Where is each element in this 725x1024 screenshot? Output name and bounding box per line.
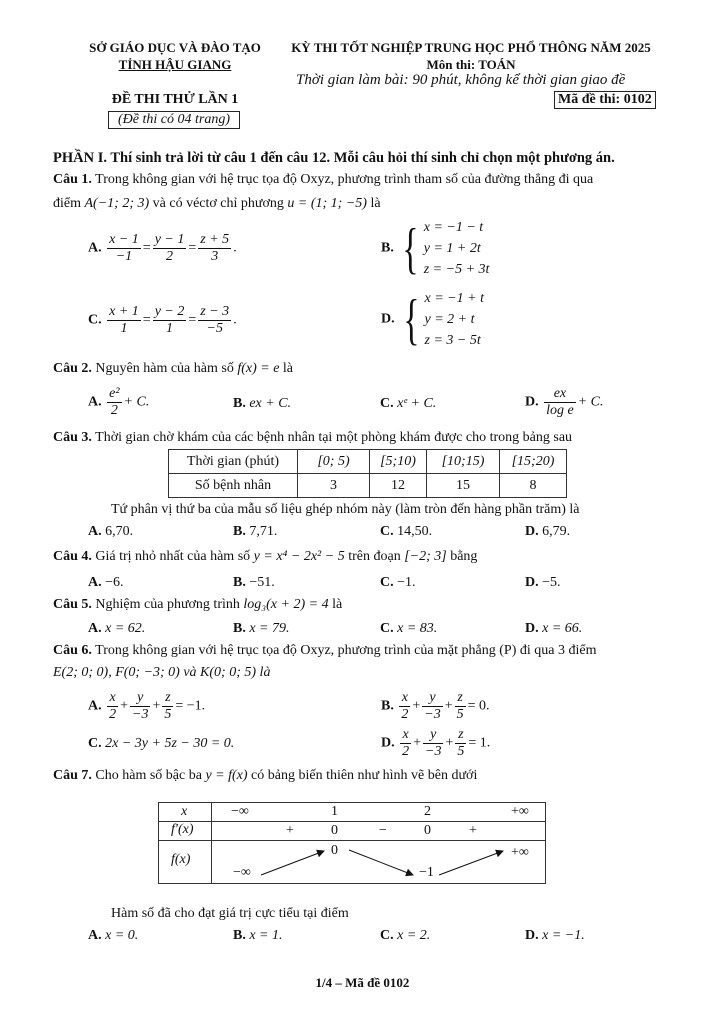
q1-option-c[interactable]: C. $\frac{x + 1}{1}$ = $\frac{y - 2}{1}$ = $\frac{z - 3}{-5}$ . [88,304,237,336]
frac-den: −3 [425,744,442,759]
frac-den: 5 [457,744,465,759]
frac-den: 2 [166,249,174,264]
frac-den: 1 [166,321,174,336]
q5-option-a[interactable] [88,621,145,637]
rhs: = 1. [468,735,491,751]
option-label: B. [381,240,394,256]
page-count: (Đề thi có 04 trang) [108,111,240,129]
trial-label: ĐỀ THI THỬ LẦN 1 [111,92,239,107]
q5-end: là [332,597,343,612]
table-cell: 8 [500,474,567,498]
q1-option-a[interactable]: A. $\frac{x - 1}{-1}$ = $\frac{y - 1}{2}$ = $\frac{z + 5}{3}$ . [88,232,237,264]
option-label: B. [381,698,394,714]
q1-option-d[interactable]: D. { x = −1 + t y = 2 + t z = 3 − 5t [381,288,484,351]
q4-option-c[interactable] [380,575,416,591]
frac-num: y [423,727,443,744]
option-label: C. [380,928,394,943]
q1-text4: là [370,196,381,211]
option-label: A. [88,524,102,539]
arrow-down [349,850,413,875]
q3-option-a[interactable] [88,524,133,540]
q4-func: y = x⁴ − 2x² − 5 [253,549,345,564]
q1-text: Trong không gian với hệ trục tọa độ Oxyz, phương trình tham số của đường thẳng đi qua [95,172,594,187]
option-label: D. [525,575,539,590]
table-cell: [0; 5) [298,450,370,474]
option-value: x = 83. [397,621,438,636]
q2-func: f(x) = e [237,361,280,376]
q2-option-d[interactable] [525,386,604,419]
system-line: z = −5 + 3t [423,262,490,277]
time-limit: Thời gian làm bài: 90 phút, không kể thời gian giao đề [296,72,626,88]
frac-den: 5 [164,707,172,722]
table-cell: Thời gian (phút) [169,450,298,474]
vt-pinf: +∞ [511,804,529,819]
table-row [169,450,567,474]
q6-text2: E(2; 0; 0), F(0; −3; 0) và K(0; 0; 5) là [53,665,271,680]
system-line: z = 3 − 5t [424,333,481,348]
frac-den: −3 [132,707,149,722]
option-label: B. [233,928,246,943]
option-value: x = 2. [397,928,431,943]
frac-num: z [455,727,466,744]
q4-option-d[interactable] [525,575,561,591]
exam-code: Mã đề thi: 0102 [554,91,656,109]
arrow-up [439,851,503,875]
q1-vector: u = (1; 1; −5) [287,196,367,211]
q3-text: Thời gian chờ khám của các bệnh nhân tại một phòng khám được cho trong bảng sau [95,430,573,445]
q6-option-b[interactable]: B. $\frac{x}{2}$ + $\frac{y}{-3}$ + $\frac{z}{5}$ = 0. [381,690,490,722]
q3-option-b[interactable] [233,524,277,540]
q5-option-b[interactable] [233,621,290,637]
system-line: y = 1 + 2t [423,241,481,256]
option-value: x = 0. [105,928,139,943]
option-value: x = 62. [105,621,146,636]
frac-num: x [400,727,411,744]
option-value: −1. [397,575,416,590]
frac-den: 2 [402,744,410,759]
q4-option-b[interactable] [233,575,275,591]
q5-option-c[interactable] [380,621,437,637]
frac-num: x − 1 [109,232,139,247]
option-label: A. [88,575,102,590]
table-row [169,474,567,498]
q7-option-d[interactable] [525,928,585,944]
part-1-heading: PHẦN I. Thí sinh trả lời từ câu 1 đến câu 12. Mỗi câu hỏi thí sinh chỉ chọn một phương án. [53,150,615,166]
option-value: 6,70. [105,524,134,539]
option-label: A. [88,240,102,256]
system-line: y = 2 + t [424,312,475,327]
variation-table [158,802,546,884]
vt-f: f(x) [171,852,191,867]
frac-num: y [422,690,442,707]
tail: + C. [123,394,150,410]
frac-den: 3 [211,249,219,264]
vt-two: 2 [424,804,431,819]
q5-text: Nghiệm của phương trình [95,597,240,612]
tail: + C. [577,394,604,410]
option-value: xᵉ + C. [397,396,437,411]
option-label: B. [233,575,246,590]
q5-option-d[interactable] [525,621,582,637]
q7-option-b[interactable] [233,928,283,944]
option-label: D. [525,928,539,943]
q4-end: bằng [450,549,478,564]
option-value: −5. [542,575,561,590]
rhs: = −1. [175,698,206,714]
frac-den: 1 [120,321,128,336]
option-label: C. [88,312,102,328]
vt-zero1: 0 [331,823,338,838]
frac-den: 2 [401,707,409,722]
q6-label: Câu 6. [53,643,92,658]
q3-question: Tứ phân vị thứ ba của mẫu số liệu ghép nhóm này (làm tròn đến hàng phần trăm) là [111,502,580,517]
department: SỞ GIÁO DỤC VÀ ĐÀO TẠO [89,40,261,55]
frac-den: −1 [115,249,133,264]
q1-option-b[interactable]: B. { x = −1 − t y = 1 + 2t z = −5 + 3t [381,217,490,280]
subject: Môn thi: TOÁN [426,57,516,72]
q6-option-c[interactable] [88,736,234,752]
vt-ninf: −∞ [231,804,249,819]
q6-text: Trong không gian với hệ trục tọa độ Oxyz, phương trình của mặt phẳng (P) đi qua 3 điểm [95,643,597,658]
option-value: 6,79. [542,524,571,539]
option-label: D. [525,394,539,410]
option-label: B. [233,621,246,636]
vt-fninf: −∞ [233,865,251,880]
table-cell: [15;20) [500,450,567,474]
option-label: A. [88,394,102,410]
frac-num: z − 3 [200,304,230,319]
q3-option-c[interactable] [380,524,432,540]
table-cell: 12 [370,474,427,498]
q1-text2: điểm [53,196,81,211]
option-label: D. [525,621,539,636]
option-label: A. [88,621,102,636]
option-value: 2x − 3y + 5z − 30 = 0. [105,736,235,751]
option-label: C. [380,575,394,590]
option-label: C. [380,524,394,539]
frac-num: z [455,690,466,707]
q4-mid: trên đoạn [348,549,401,564]
q5-label: Câu 5. [53,597,92,612]
frac-den: 5 [456,707,464,722]
q2-end: là [282,361,294,376]
frac-den: 2 [109,707,117,722]
vt-plus2: + [469,823,477,838]
table-cell: 15 [427,474,500,498]
system-line: x = −1 − t [423,220,484,235]
q2-option-a[interactable] [88,386,149,419]
option-label: B. [233,396,246,411]
option-value: 7,71. [249,524,278,539]
q6-option-a[interactable]: A. $\frac{x}{2}$ + $\frac{y}{-3}$ + $\frac{z}{5}$ = −1. [88,690,206,722]
q2-text: Nguyên hàm của hàm số [95,361,234,376]
q7-text: Cho hàm số bậc ba [95,768,202,783]
frac-den: −5 [206,321,223,336]
q3-table [168,449,567,498]
option-value: x = −1. [542,928,585,943]
vt-fmax: 0 [331,843,338,858]
vt-minus: − [379,823,387,838]
option-value: −51. [249,575,275,590]
option-label: D. [525,524,539,539]
q4-text: Giá trị nhỏ nhất của hàm số [95,549,251,564]
q1-text3: và có véctơ chỉ phương [152,196,284,211]
q7-label: Câu 7. [53,768,92,783]
q1-label: Câu 1. [53,172,92,187]
frac-num: z + 5 [200,232,230,247]
option-value: x = 1. [249,928,283,943]
table-cell: [10;15) [427,450,500,474]
option-value: 14,50. [397,524,433,539]
q1-point: A(−1; 2; 3) [84,196,150,211]
q6-option-d[interactable]: D. $\frac{x}{2}$ + $\frac{y}{-3}$ + $\frac{z}{5}$ = 1. [381,727,491,759]
frac-num: x + 1 [109,304,139,319]
option-label: B. [233,524,246,539]
q7-option-a[interactable] [88,928,138,944]
variation-arrows [159,803,545,883]
option-label: C. [380,396,394,411]
frac-num: x [399,690,410,707]
q2-option-b[interactable] [233,396,291,412]
vt-fmin: −1 [419,865,434,880]
vt-fpinf: +∞ [511,845,529,860]
option-label: D. [381,311,395,327]
q7-end: có bảng biến thiên như hình vẽ bên dưới [251,768,478,783]
q3-option-d[interactable] [525,524,570,540]
q4-label: Câu 4. [53,549,92,564]
q2-option-c[interactable] [380,396,436,412]
option-label: C. [380,621,394,636]
frac-num: y − 1 [154,232,185,247]
q7-option-c[interactable] [380,928,430,944]
option-label: A. [88,928,102,943]
frac-num: e² [109,386,120,401]
q4-interval: [−2; 3] [404,549,447,564]
option-value: −6. [105,575,124,590]
option-value: x = 79. [249,621,290,636]
q4-option-a[interactable] [88,575,124,591]
page-footer: 1/4 – Mã đề 0102 [315,975,410,990]
frac-den: log e [546,403,574,418]
arrow-up [261,851,324,875]
frac-num: z [162,690,173,707]
q3-label: Câu 3. [53,430,92,445]
exam-title: KỲ THI TỐT NGHIỆP TRUNG HỌC PHỔ THÔNG NĂM 2025 [291,40,651,55]
frac-den: −3 [424,707,441,722]
q5-equation: log₃(x + 2) = 4 [243,597,329,612]
option-value: x = 66. [542,621,583,636]
frac-den: 2 [110,403,118,418]
frac-num: ex [544,386,576,403]
table-cell: 3 [298,474,370,498]
vt-x: x [181,804,188,819]
table-cell: [5;10) [370,450,427,474]
option-label: A. [88,698,102,714]
option-label: C. [88,736,102,751]
q2-label: Câu 2. [53,361,92,376]
frac-num: y − 2 [154,304,185,319]
vt-fprime: f′(x) [171,822,194,837]
vt-zero2: 0 [424,823,431,838]
system-line: x = −1 + t [424,291,484,306]
vt-one: 1 [331,804,338,819]
rhs: = 0. [467,698,490,714]
q7-question: Hàm số đã cho đạt giá trị cực tiểu tại điểm [111,906,349,921]
option-value: ex + C. [249,396,292,411]
table-cell: Số bệnh nhân [169,474,298,498]
q7-func: y = f(x) [205,768,248,783]
frac-num: x [107,690,118,707]
frac-num: y [130,690,150,707]
province: TỈNH HẬU GIANG [118,57,232,72]
option-label: D. [381,735,395,751]
vt-plus1: + [286,823,294,838]
